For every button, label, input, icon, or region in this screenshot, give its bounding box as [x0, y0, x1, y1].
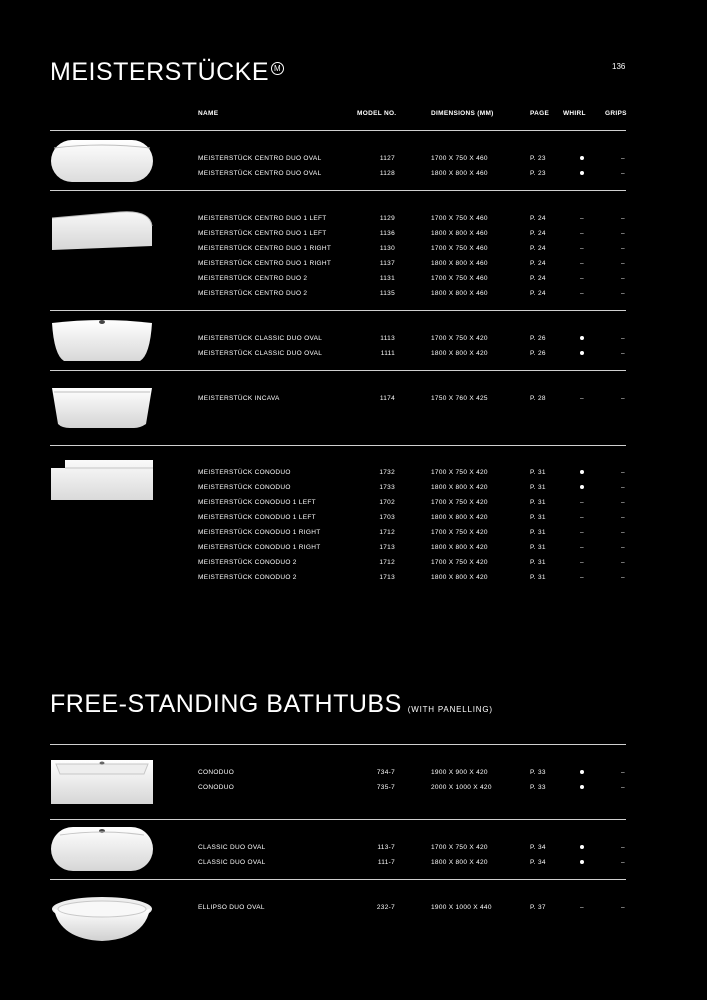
- product-name: MEISTERSTÜCK CONODUO: [198, 484, 291, 491]
- section-title-free-standing: [50, 690, 493, 719]
- bathtub-classic-oval-panel-image: [50, 825, 154, 873]
- model-number: 1111: [380, 350, 395, 357]
- product-name: MEISTERSTÜCK CENTRO DUO 2: [198, 290, 308, 297]
- filled-dot-icon: [580, 485, 584, 489]
- grips-indicator: –: [621, 155, 625, 162]
- grips-indicator: –: [621, 260, 625, 267]
- model-number: 1130: [379, 245, 395, 252]
- filled-dot-icon: [580, 470, 584, 474]
- dimensions: 1700 X 750 X 420: [431, 499, 488, 506]
- whirl-indicator: [575, 335, 589, 342]
- column-header-name: NAME: [198, 110, 219, 117]
- filled-dot-icon: [580, 336, 584, 340]
- page-reference: P. 28: [530, 395, 546, 402]
- product-name: MEISTERSTÜCK CLASSIC DUO OVAL: [198, 335, 323, 342]
- product-name: MEISTERSTÜCK CLASSIC DUO OVAL: [198, 350, 323, 357]
- whirl-indicator: –: [580, 514, 584, 521]
- page-reference: P. 23: [530, 170, 546, 177]
- grips-indicator: –: [621, 245, 625, 252]
- product-name: MEISTERSTÜCK CENTRO DUO 2: [198, 275, 308, 282]
- product-name: CLASSIC DUO OVAL: [198, 859, 266, 866]
- page-reference: P. 31: [530, 484, 546, 491]
- model-number: 1703: [379, 514, 395, 521]
- model-number: 232-7: [376, 904, 395, 911]
- model-number: 1137: [379, 260, 395, 267]
- dimensions: 1700 X 750 X 420: [431, 844, 488, 851]
- dimensions: 1800 X 800 X 460: [431, 230, 488, 237]
- model-number: 1127: [379, 155, 395, 162]
- filled-dot-icon: [580, 770, 584, 774]
- divider: [50, 130, 626, 131]
- divider: [50, 445, 626, 446]
- whirl-indicator: –: [580, 395, 584, 402]
- page-reference: P. 31: [530, 499, 546, 506]
- bathtub-ellipso-image: [50, 895, 154, 943]
- grips-indicator: –: [621, 904, 625, 911]
- model-number: 735-7: [376, 784, 395, 791]
- section-title-text: FREE-STANDING BATHTUBS: [50, 690, 402, 718]
- filled-dot-icon: [580, 860, 584, 864]
- whirl-indicator: [575, 155, 589, 162]
- page-reference: P. 33: [530, 769, 546, 776]
- whirl-indicator: [575, 484, 589, 491]
- bathtub-incava-image: [50, 384, 154, 430]
- bathtub-conoduo-panel-image: [50, 758, 154, 806]
- whirl-indicator: –: [580, 574, 584, 581]
- whirl-indicator: [575, 170, 589, 177]
- filled-dot-icon: [580, 785, 584, 789]
- product-name: MEISTERSTÜCK CENTRO DUO 1 RIGHT: [198, 260, 332, 267]
- dimensions: 1800 X 800 X 420: [431, 859, 488, 866]
- model-number: 1136: [379, 230, 395, 237]
- grips-indicator: –: [621, 395, 625, 402]
- product-name: MEISTERSTÜCK CONODUO 1 RIGHT: [198, 544, 321, 551]
- whirl-indicator: –: [580, 215, 584, 222]
- trademark-circle-icon: M: [271, 62, 284, 75]
- grips-indicator: –: [621, 350, 625, 357]
- grips-indicator: –: [621, 469, 625, 476]
- page-reference: P. 31: [530, 574, 546, 581]
- page-reference: P. 26: [530, 335, 546, 342]
- product-name: MEISTERSTÜCK CONODUO 1 LEFT: [198, 499, 316, 506]
- column-header-model: MODEL NO.: [357, 110, 397, 117]
- product-name: MEISTERSTÜCK CONODUO 2: [198, 559, 297, 566]
- filled-dot-icon: [580, 156, 584, 160]
- whirl-indicator: [575, 859, 589, 866]
- grips-indicator: –: [621, 544, 625, 551]
- model-number: 1713: [379, 544, 395, 551]
- dimensions: 1700 X 750 X 460: [431, 215, 488, 222]
- dimensions: 1700 X 750 X 460: [431, 155, 488, 162]
- page-reference: P. 31: [530, 559, 546, 566]
- page-reference: P. 24: [530, 215, 546, 222]
- dimensions: 1700 X 750 X 420: [431, 469, 488, 476]
- divider: [50, 370, 626, 371]
- product-name: MEISTERSTÜCK CENTRO DUO OVAL: [198, 170, 322, 177]
- whirl-indicator: –: [580, 529, 584, 536]
- product-name: ELLIPSO DUO OVAL: [198, 904, 265, 911]
- whirl-indicator: –: [580, 275, 584, 282]
- page-reference: P. 26: [530, 350, 546, 357]
- model-number: 1712: [379, 529, 395, 536]
- dimensions: 1700 X 750 X 460: [431, 245, 488, 252]
- whirl-indicator: –: [580, 290, 584, 297]
- page-reference: P. 24: [530, 245, 546, 252]
- divider: [50, 819, 626, 820]
- model-number: 1135: [379, 290, 395, 297]
- page-reference: P. 31: [530, 529, 546, 536]
- whirl-indicator: –: [580, 230, 584, 237]
- page-title: [50, 58, 284, 87]
- page-reference: P. 31: [530, 514, 546, 521]
- column-header-page: PAGE: [530, 110, 550, 117]
- dimensions: 1900 X 900 X 420: [431, 769, 488, 776]
- grips-indicator: –: [621, 335, 625, 342]
- whirl-indicator: –: [580, 544, 584, 551]
- product-name: CLASSIC DUO OVAL: [198, 844, 266, 851]
- product-name: MEISTERSTÜCK CENTRO DUO 1 LEFT: [198, 230, 327, 237]
- grips-indicator: –: [621, 484, 625, 491]
- divider: [50, 310, 626, 311]
- grips-indicator: –: [621, 275, 625, 282]
- product-name: MEISTERSTÜCK CENTRO DUO OVAL: [198, 155, 322, 162]
- page-reference: P. 33: [530, 784, 546, 791]
- divider: [50, 744, 626, 745]
- page-reference: P. 34: [530, 859, 546, 866]
- bathtub-centro-oval-image: [50, 138, 154, 184]
- product-name: MEISTERSTÜCK CENTRO DUO 1 LEFT: [198, 215, 327, 222]
- column-header-whirl: WHIRL: [563, 110, 586, 117]
- product-name: CONODUO: [198, 784, 235, 791]
- product-name: MEISTERSTÜCK CENTRO DUO 1 RIGHT: [198, 245, 332, 252]
- section-subtitle: (WITH PANELLING): [407, 705, 493, 714]
- bathtub-classic-oval-image: [50, 317, 154, 363]
- product-name: CONODUO: [198, 769, 235, 776]
- whirl-indicator: –: [580, 559, 584, 566]
- whirl-indicator: [575, 469, 589, 476]
- product-name: MEISTERSTÜCK CONODUO 1 LEFT: [198, 514, 316, 521]
- dimensions: 1750 X 760 X 425: [431, 395, 488, 402]
- whirl-indicator: [575, 844, 589, 851]
- page-reference: P. 24: [530, 290, 546, 297]
- page-reference: P. 23: [530, 155, 546, 162]
- model-number: 1128: [379, 170, 395, 177]
- grips-indicator: –: [621, 859, 625, 866]
- dimensions: 1700 X 750 X 420: [431, 529, 488, 536]
- grips-indicator: –: [621, 290, 625, 297]
- bathtub-centro-corner-image: [50, 206, 154, 252]
- whirl-indicator: [575, 784, 589, 791]
- whirl-indicator: –: [580, 499, 584, 506]
- dimensions: 1900 X 1000 X 440: [431, 904, 492, 911]
- grips-indicator: –: [621, 170, 625, 177]
- bathtub-conoduo-image: [50, 458, 154, 502]
- dimensions: 1700 X 750 X 460: [431, 275, 488, 282]
- dimensions: 2000 X 1000 X 420: [431, 784, 492, 791]
- divider: [50, 190, 626, 191]
- grips-indicator: –: [621, 574, 625, 581]
- model-number: 1129: [379, 215, 395, 222]
- whirl-indicator: –: [580, 260, 584, 267]
- filled-dot-icon: [580, 351, 584, 355]
- page-reference: P. 37: [530, 904, 546, 911]
- whirl-indicator: [575, 769, 589, 776]
- filled-dot-icon: [580, 845, 584, 849]
- grips-indicator: –: [621, 769, 625, 776]
- divider: [50, 879, 626, 880]
- model-number: 1131: [379, 275, 395, 282]
- dimensions: 1800 X 800 X 420: [431, 484, 488, 491]
- grips-indicator: –: [621, 529, 625, 536]
- dimensions: 1800 X 800 X 420: [431, 574, 488, 581]
- dimensions: 1800 X 800 X 460: [431, 260, 488, 267]
- dimensions: 1800 X 800 X 420: [431, 514, 488, 521]
- model-number: 111-7: [377, 859, 395, 866]
- product-name: MEISTERSTÜCK CONODUO 1 RIGHT: [198, 529, 321, 536]
- model-number: 1733: [379, 484, 395, 491]
- column-header-dimensions: DIMENSIONS (MM): [431, 110, 494, 117]
- dimensions: 1700 X 750 X 420: [431, 559, 488, 566]
- whirl-indicator: –: [580, 245, 584, 252]
- page-reference: P. 31: [530, 544, 546, 551]
- product-name: MEISTERSTÜCK CONODUO: [198, 469, 291, 476]
- model-number: 1113: [380, 335, 395, 342]
- dimensions: 1800 X 800 X 460: [431, 290, 488, 297]
- filled-dot-icon: [580, 171, 584, 175]
- column-header-grips: GRIPS: [605, 110, 627, 117]
- model-number: 1732: [379, 469, 395, 476]
- dimensions: 1700 X 750 X 420: [431, 335, 488, 342]
- grips-indicator: –: [621, 844, 625, 851]
- page-reference: P. 31: [530, 469, 546, 476]
- page-reference: P. 34: [530, 844, 546, 851]
- whirl-indicator: –: [580, 904, 584, 911]
- grips-indicator: –: [621, 514, 625, 521]
- page-reference: P. 24: [530, 275, 546, 282]
- model-number: 734-7: [376, 769, 395, 776]
- dimensions: 1800 X 800 X 460: [431, 170, 488, 177]
- page-title-text: MEISTERSTÜCKE: [50, 58, 270, 86]
- product-name: MEISTERSTÜCK CONODUO 2: [198, 574, 297, 581]
- grips-indicator: –: [621, 230, 625, 237]
- page-number: 136: [612, 62, 626, 71]
- model-number: 1174: [379, 395, 395, 402]
- page-reference: P. 24: [530, 230, 546, 237]
- model-number: 1702: [379, 499, 395, 506]
- grips-indicator: –: [621, 215, 625, 222]
- whirl-indicator: [575, 350, 589, 357]
- grips-indicator: –: [621, 559, 625, 566]
- grips-indicator: –: [621, 499, 625, 506]
- page-reference: P. 24: [530, 260, 546, 267]
- dimensions: 1800 X 800 X 420: [431, 350, 488, 357]
- dimensions: 1800 X 800 X 420: [431, 544, 488, 551]
- model-number: 1712: [379, 559, 395, 566]
- model-number: 1713: [379, 574, 395, 581]
- product-name: MEISTERSTÜCK INCAVA: [198, 395, 280, 402]
- grips-indicator: –: [621, 784, 625, 791]
- model-number: 113-7: [377, 844, 395, 851]
